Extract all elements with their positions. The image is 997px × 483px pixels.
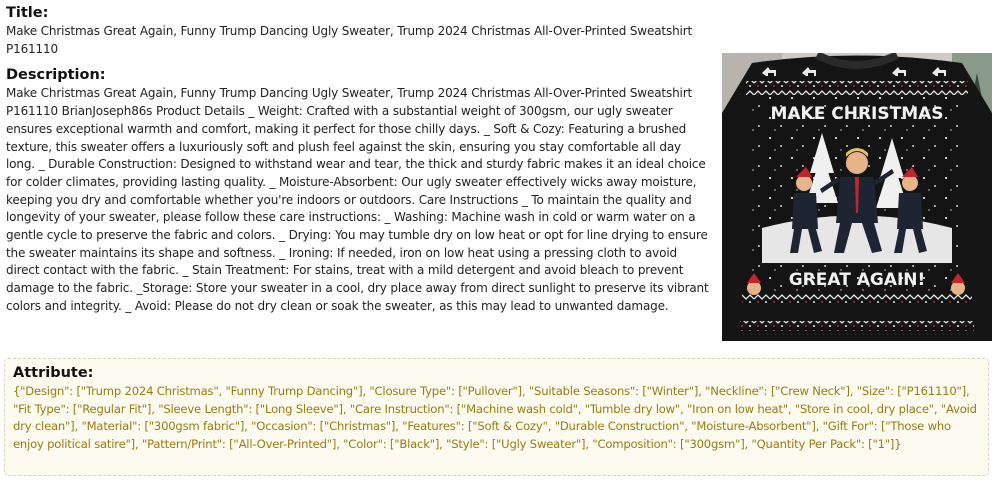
attribute-panel	[4, 358, 989, 476]
product-description: Make Christmas Great Again, Funny Trump Dancing Ugly Sweater, Trump 2024 Christmas All-Over-Printed Sweatshirt P161110 BrianJoseph86s Product Details _ Weight: Crafted with a substantial weight of 300gsm, our ugly sweater ensures exceptional warmth and comfort, making it perfect for those chilly days. _ Soft & Cozy: Featuring a brushed texture, this sweater offers a luxuriously soft and plush feel against the skin, ensuring you stay comfortable all day long. _ Durable Construction: Designed to withstand wear and tear, the thick and sturdy fabric makes it an ideal choice for colder climates, providing lasting quality. _ Moisture-Absorbent: Our ugly sweater effectively wicks away moisture, keeping you dry and comfortable whether you're indoors or outdoors. Care Instructions _ To maintain the quality and longevity of your sweater, please follow these care instructions: _ Washing: Machine wash in cold or warm water on a gentle cycle to preserve the fabric and colors. _ Drying: You may tumble dry on low heat or opt for line drying to ensure the sweater maintains its shape and softness. _ Ironing: If needed, iron on low heat using a pressing cloth to avoid direct contact with the fabric. _ Stain Treatment: For stains, treat with a mild detergent and avoid bleach to prevent damage to the fabric. _Storage: Store your sweater in a cool, dry place away from direct sunlight to preserve its vibrant colors and integrity. _ Avoid: Please do not dry clean or soak the sweater, as this may lead to unwanted damage.	[6, 86, 709, 313]
product-title: Make Christmas Great Again, Funny Trump Dancing Ugly Sweater, Trump 2024 Christmas All-Over-Printed Sweatshirt P161110	[6, 24, 693, 56]
product-image	[722, 53, 992, 341]
attribute-json: {"Design": ["Trump 2024 Christmas", "Funny Trump Dancing"], "Closure Type": ["Pullover"], "Suitable Seasons": ["Winter"], "Neckline": ["Crew Neck"], "Size": ["P161110"], "Fit Type": ["Regular Fit"], "Sleeve Length": ["Long Sleeve"], "Care Instruction": ["Machine wash cold", "Tumble dry low", "Iron on low heat", "Store in cool, dry place", "Avoid dry clean"], "Material": ["300gsm fabric"], "Occasion": ["Christmas"], "Features": ["Soft & Cozy", "Durable Construction", "Moisture-Absorbent"], "Gift For": ["Those who enjoy political satire"], "Pattern/Print": ["All-Over-Printed"], "Color": ["Black"], "Style": ["Ugly Sweater"], "Composition": ["300gsm"], "Quantity Per Pack": ["1"]}	[13, 384, 977, 451]
sweater-top-text: MAKE CHRISTMAS	[770, 104, 944, 124]
title-heading: Title:	[6, 5, 49, 21]
sweater-illustration	[722, 53, 992, 341]
listing-text	[6, 4, 711, 316]
sweater-bottom-text: GREAT AGAIN!	[788, 270, 926, 290]
attribute-heading: Attribute:	[13, 365, 94, 381]
description-heading: Description:	[6, 67, 106, 84]
